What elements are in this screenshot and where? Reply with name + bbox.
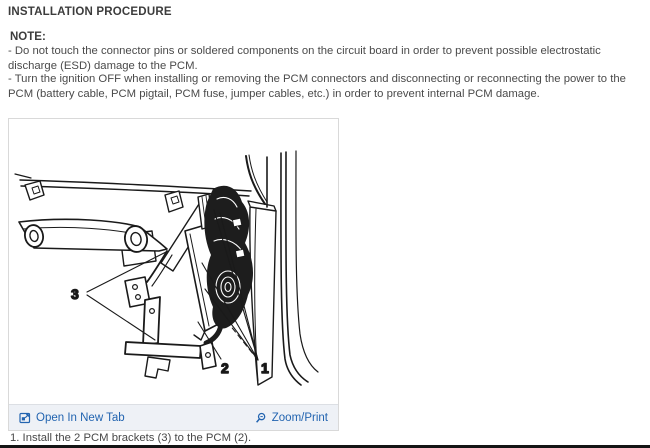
pcm-diagram-svg — [9, 119, 338, 403]
note-bullet-ignition: - Turn the ignition OFF when installing or removing the PCM connectors and disconnecting or reconnecting the power to the PCM (battery cable, PCM pigtail, PCM fuse, jumper cables, etc.) in order to prevent internal PCM damage. — [8, 73, 626, 100]
note-label: NOTE: — [10, 31, 46, 43]
open-in-new-tab-label: Open In New Tab — [36, 411, 125, 424]
figure-toolbar — [9, 404, 338, 430]
zoom-print-label: Zoom/Print — [271, 411, 328, 424]
note-bullet-esd: - Do not touch the connector pins or soldered components on the circuit board in order to prevent possible electrostatic discharge (ESD) damage to the PCM. — [8, 45, 601, 72]
callout-1-label: 1 — [261, 360, 269, 376]
step-caption: 1. Install the 2 PCM brackets (3) to the PCM (2). — [10, 432, 252, 444]
open-in-new-tab-icon — [19, 412, 31, 424]
figure-box — [8, 118, 339, 431]
callout-3-label: 3 — [71, 286, 79, 302]
open-in-new-tab-link[interactable] — [19, 412, 125, 424]
page-title: INSTALLATION PROCEDURE — [8, 6, 172, 18]
zoom-print-link[interactable] — [255, 412, 328, 424]
callout-2-label: 2 — [221, 360, 229, 376]
magnifier-icon — [255, 412, 267, 424]
pcm-diagram — [9, 119, 338, 404]
